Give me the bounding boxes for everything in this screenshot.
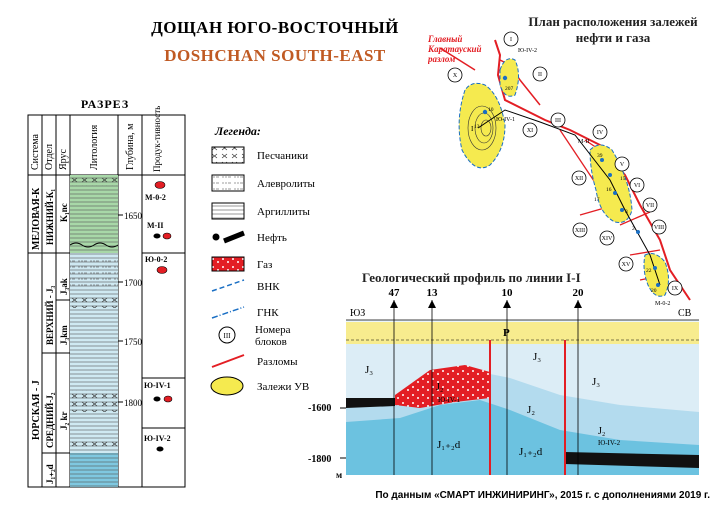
plan-block-1: I: [510, 37, 512, 43]
profile-layer-j2-a: J₂: [436, 382, 444, 393]
plan-block-12: XII: [574, 176, 584, 182]
plan-block-3: III: [555, 118, 561, 124]
profile-dir-left: ЮЗ: [350, 308, 366, 319]
stage-j3km: J₃km: [59, 325, 69, 345]
plan-well-17: 17: [594, 197, 600, 203]
dept-lower-k: НИЖНИЙ-К₁: [45, 188, 55, 245]
system-cretaceous: МЕЛОВАЯ-К: [31, 187, 42, 250]
profile-layer-j3-b: J₃: [533, 351, 542, 363]
stage-j2kr: J₂ kr: [59, 411, 69, 430]
footer-source: По данным «СМАРТ ИНЖИНИРИНГ», 2015 г. с дополнениями 2019 г.: [375, 490, 710, 501]
legend-deposits: Залежи УВ: [257, 381, 310, 393]
profile-well-13: 13: [426, 287, 438, 299]
header-depth: Глубина, м: [125, 123, 136, 170]
plan-block-6: VI: [633, 183, 641, 189]
dept-j12d: J₁₊₂d: [45, 464, 55, 484]
profile-well-20: 20: [572, 287, 584, 299]
header-stage: Ярус: [58, 149, 69, 170]
title-en: DOSHCHAN SOUTH-EAST: [164, 46, 386, 65]
plan-well-16: 16: [606, 187, 612, 193]
horizon-m2: М-II: [147, 221, 164, 230]
legend-oil: Нефть: [257, 232, 287, 244]
plan-block-8: VIII: [653, 225, 665, 231]
section-title: РАЗРЕЗ: [80, 97, 130, 111]
plan-horizon-yu4-2: Ю-IV-2: [518, 48, 537, 54]
legend-siltstone: Алевролиты: [257, 178, 315, 190]
plan-block-5: V: [619, 162, 625, 168]
depth-1700: 1700: [124, 278, 142, 288]
plan-well-20: 20: [651, 288, 657, 294]
plan-horizon-m2: M-II: [578, 139, 590, 145]
plan-map: [440, 40, 690, 300]
stage-j3ak: J₃ak: [59, 278, 69, 295]
plan-well-39: 39: [597, 153, 603, 159]
profile-horizon-yu4-1: Ю-IV-1: [438, 396, 461, 404]
header-productivity: Продук-тивность: [152, 105, 162, 172]
plan-block-9: IX: [671, 286, 679, 292]
depth-1750: 1750: [124, 337, 142, 347]
plan-title: План расположения залежей нефти и газа: [528, 14, 698, 45]
plan-block-11: XI: [526, 128, 534, 134]
profile-well-47: 47: [388, 287, 400, 299]
profile-depth-unit: м: [336, 470, 343, 480]
plan-well-207: 207: [505, 86, 514, 92]
legend-faults: Разломы: [257, 356, 298, 368]
header-lithology: Литология: [89, 124, 100, 170]
profile-layer-p: P: [503, 327, 510, 339]
plan-well-3: 3: [625, 209, 628, 215]
plan-well-13: 13: [474, 124, 480, 130]
system-jurassic: ЮРСКАЯ - J: [31, 380, 42, 440]
header-system: Система: [30, 134, 41, 170]
header-department: Отдел: [44, 144, 55, 170]
title-ru: ДОЩАН ЮГО-ВОСТОЧНЫЙ: [151, 18, 399, 37]
legend-gnk: ГНК: [257, 307, 279, 319]
plan-well-22: 22: [646, 268, 652, 274]
legend-gas: Газ: [257, 259, 273, 271]
plan-block-7: VII: [645, 203, 655, 209]
horizon-yu4-2: Ю-IV-2: [144, 434, 171, 443]
profile-dir-right: СВ: [678, 308, 692, 319]
legend-title: Легенда:: [215, 124, 261, 138]
plan-block-2: II: [538, 72, 542, 78]
plan-block-4: IV: [596, 130, 604, 136]
plan-well-15: 15: [620, 176, 626, 182]
profile-layer-j12d-a: J₁₊₂d: [437, 439, 461, 451]
legend-vnk: ВНК: [257, 281, 280, 293]
legend-block-numbers: Номера блоков: [255, 324, 291, 348]
legend-mudstone: Аргиллиты: [257, 206, 310, 218]
profile-layer-j12d-b: J₁₊₂d: [519, 446, 543, 458]
plan-block-14: XIV: [601, 236, 613, 242]
plan-well-2: 2: [632, 226, 635, 232]
plan-block-13: XIII: [574, 228, 586, 234]
depth-1650: 1650: [124, 211, 142, 221]
stage-k1nc: K₁nc: [59, 203, 69, 222]
depth-1800: 1800: [124, 398, 142, 408]
legend-sandstone: Песчаники: [257, 150, 309, 162]
plan-fault-label: Главный Каратауский разлом: [428, 34, 482, 64]
plan-block-15: XV: [621, 262, 631, 268]
profile-depth-1800: -1800: [308, 454, 332, 465]
profile-depth-1600: -1600: [308, 403, 332, 414]
profile-layer-j2-b: J₂: [527, 404, 536, 416]
plan-horizon-yu4-1: Ю-IV-1: [496, 117, 515, 123]
dept-middle-j: СРЕДНИЙ-J₂: [45, 392, 55, 448]
horizon-m02: М-0-2: [145, 193, 166, 202]
profile-title: Геологический профиль по линии I-I: [362, 270, 581, 285]
plan-well-10: 10: [488, 107, 494, 113]
plan-line-label: I: [471, 125, 474, 133]
block-symbol: III: [223, 332, 231, 340]
profile-layer-j3-c: J₃: [592, 376, 601, 388]
dept-upper-j: ВЕРХНИЙ - J₃: [45, 285, 55, 345]
plan-block-10: X: [452, 73, 458, 79]
profile-layer-j2-c: J₂: [598, 426, 606, 437]
profile-layer-j3-a: J₃: [365, 364, 374, 376]
horizon-yu4-1: Ю-IV-1: [144, 381, 171, 390]
plan-horizon-m02: M-0-2: [655, 301, 671, 307]
profile-well-10: 10: [501, 287, 513, 299]
legend: [211, 147, 244, 395]
horizon-yu02: Ю-0-2: [145, 255, 168, 264]
profile-horizon-yu4-2: Ю-IV-2: [598, 439, 621, 447]
